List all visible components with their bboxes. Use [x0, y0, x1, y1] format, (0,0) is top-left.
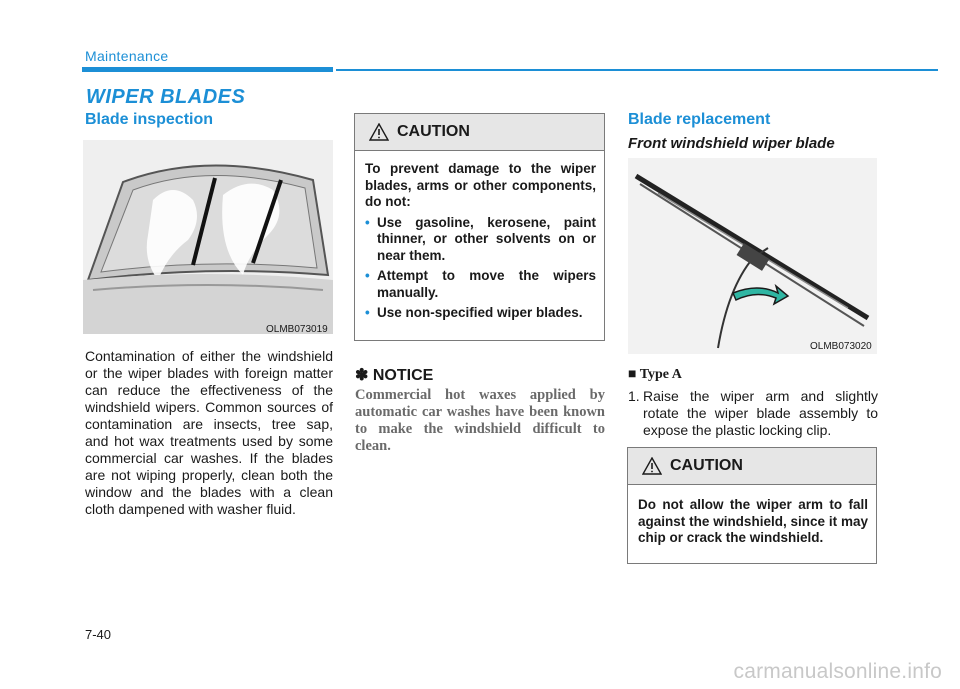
inspection-image-code: OLMB073019 — [266, 324, 328, 335]
caution-text: Do not allow the wiper arm to fall against the windshield, since it may chip or crack the windshield. — [638, 497, 868, 545]
caution-header — [628, 448, 876, 485]
notice-title: ✽ NOTICE — [355, 367, 434, 384]
step-number: 1. — [628, 388, 640, 404]
caution-intro: To prevent damage to the wiper blades, arms or other components, do not: — [365, 161, 596, 209]
section-label: Maintenance — [85, 48, 169, 64]
wiper-blade-image — [628, 158, 877, 354]
caution-item: • Use non-specified wiper blades. — [365, 305, 583, 320]
page-title: WIPER BLADES — [86, 86, 246, 108]
replacement-heading: Blade replacement — [628, 111, 771, 128]
caution-box-damage — [354, 113, 605, 341]
header-rule-thick — [82, 67, 333, 72]
bullet-dot-icon: • — [365, 268, 370, 283]
page-number: 7-40 — [85, 627, 112, 642]
replacement-image-code: OLMB073020 — [810, 341, 872, 352]
warning-triangle-icon — [642, 457, 662, 475]
caution-body — [355, 151, 604, 330]
step-text: Raise the wiper arm and slightly rotate the wiper blade assembly to expose the plastic locking clip. — [643, 388, 878, 438]
wiper-blade-illustration — [628, 158, 877, 354]
replacement-subheading: Front windshield wiper blade — [628, 135, 835, 152]
watermark: carmanualsonline.info — [733, 660, 942, 683]
warning-triangle-icon — [369, 123, 389, 141]
bullet-dot-icon: • — [365, 305, 370, 320]
type-label: ■ Type A — [628, 367, 682, 382]
windshield-illustration — [83, 140, 333, 334]
inspection-heading: Blade inspection — [85, 111, 214, 128]
caution-header — [355, 114, 604, 151]
caution-item: • Use gasoline, kerosene, paint thinner, or other solvents on or near them. — [365, 214, 596, 263]
caution-body — [628, 485, 876, 559]
caution-label: CAUTION — [397, 123, 470, 140]
notice-text: Commercial hot waxes applied by automatic car washes have been known to make the windshield difficult to clean. — [355, 387, 605, 454]
inspection-body-text: Contamination of either the windshield or the wiper blades with foreign matter can reduce the effectiveness of the windshield wipers. Common sources of contamination are insects, tree sap, and hot wax treatments used by some commercial car washes. If the blades are not wiping properly, clean both the window and the blades with a clean cloth dampened with washer fluid. — [85, 348, 333, 517]
bullet-dot-icon: • — [365, 214, 370, 230]
caution-box-arm — [627, 447, 877, 564]
caution-label: CAUTION — [670, 457, 743, 474]
header-rule-thin — [336, 69, 938, 71]
caution-item: • Attempt to move the wipers manually. — [365, 268, 596, 300]
windshield-wiper-image — [83, 140, 333, 334]
replacement-step — [628, 388, 878, 439]
caution-list — [365, 215, 596, 322]
